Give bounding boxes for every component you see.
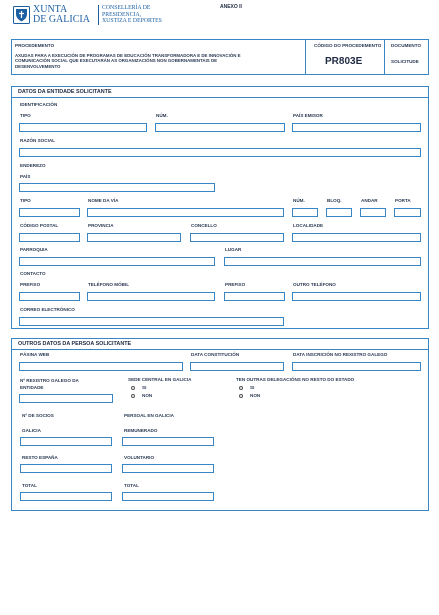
procedure-label: PROCEDEMENTO bbox=[15, 43, 55, 48]
provincia-field[interactable] bbox=[87, 233, 181, 242]
persoal-heading: PERSOAL EN GALICIA bbox=[124, 413, 174, 418]
document-label: DOCUMENTO bbox=[391, 43, 422, 48]
num-rexistro-label-line-2: ENTIDADE bbox=[20, 385, 44, 390]
persoal-voluntario-field[interactable] bbox=[122, 464, 214, 473]
prefixo-outro-label: PREFIXO bbox=[225, 282, 246, 287]
pais-emisor-label: PAÍS EMISOR bbox=[293, 113, 323, 118]
socios-resto-field[interactable] bbox=[20, 464, 112, 473]
sede-non-label: NON bbox=[142, 393, 153, 398]
procedure-title-line-3: DESENVOLVEMENTO bbox=[15, 63, 61, 69]
other-data-section-title: OUTROS DATOS DA PERSOA SOLICITANTE bbox=[18, 341, 132, 347]
localidade-field[interactable] bbox=[292, 233, 421, 242]
delegacions-non-label: NON bbox=[250, 393, 261, 398]
tipo-via-field[interactable] bbox=[19, 208, 80, 217]
porta-field[interactable] bbox=[394, 208, 421, 217]
paxina-web-label: PÁXINA WEB bbox=[20, 352, 50, 357]
andar-label: ANDAR bbox=[361, 198, 378, 203]
correo-field[interactable] bbox=[19, 317, 284, 326]
tipo-via-label: TIPO bbox=[20, 198, 31, 203]
andar-field[interactable] bbox=[360, 208, 386, 217]
telefono-mobil-field[interactable] bbox=[87, 292, 215, 301]
socios-resto-label: RESTO ESPAÑA bbox=[22, 455, 58, 460]
data-inscricion-label: DATA INSCRICIÓN NO REXISTRO GALEGO bbox=[293, 352, 388, 357]
razon-social-label: RAZÓN SOCIAL bbox=[20, 138, 55, 143]
pais-field[interactable] bbox=[19, 183, 215, 192]
num-socios-heading: Nº DE SOCIOS bbox=[22, 413, 54, 418]
num-rexistro-label-line-1: Nº REXISTRO GALEGO DA bbox=[20, 378, 79, 383]
codigo-postal-label: CÓDIGO POSTAL bbox=[20, 223, 59, 228]
num-via-label: NÚM. bbox=[293, 198, 305, 203]
bloq-field[interactable] bbox=[326, 208, 352, 217]
identificacion-heading: IDENTIFICACIÓN bbox=[20, 102, 58, 107]
entity-section-rule bbox=[11, 97, 429, 98]
num-label: NÚM. bbox=[156, 113, 168, 118]
outro-telefono-label: OUTRO TELÉFONO bbox=[293, 282, 336, 287]
socios-total-field[interactable] bbox=[20, 492, 112, 501]
dept-line-1: CONSELLERÍA DE bbox=[102, 5, 151, 11]
procedure-title-line-2: COMUNICACIÓN SOCIAL QUE EXECUTARÁN AS ORGANIZACIÓNS NON GOBERNAMENTAIS DE bbox=[15, 58, 218, 64]
delegacions-non-radio[interactable] bbox=[239, 394, 243, 398]
lugar-label: LUGAR bbox=[225, 247, 242, 252]
contacto-heading: CONTACTO bbox=[20, 271, 46, 276]
entity-section-title: DATOS DA ENTIDADE SOLICITANTE bbox=[18, 89, 112, 95]
tipo-label: TIPO bbox=[20, 113, 31, 118]
code-divider bbox=[384, 39, 385, 75]
delegacions-si-radio[interactable] bbox=[239, 386, 243, 390]
porta-label: PORTA bbox=[395, 198, 411, 203]
outro-telefono-field[interactable] bbox=[292, 292, 421, 301]
sede-central-label: SEDE CENTRAL EN GALICIA bbox=[128, 377, 192, 382]
provincia-label: PROVINCIA bbox=[88, 223, 114, 228]
persoal-remunerado-field[interactable] bbox=[122, 437, 214, 446]
xunta-shield-icon bbox=[13, 6, 30, 24]
procedure-code: PR803E bbox=[325, 56, 363, 67]
concello-field[interactable] bbox=[190, 233, 284, 242]
procedure-code-label: CÓDIGO DO PROCEDEMENTO bbox=[314, 43, 382, 48]
delegacions-si-label: SI bbox=[250, 385, 255, 390]
enderezo-heading: ENDEREZO bbox=[20, 163, 46, 168]
dept-line-3: XUSTIZA E DEPORTES bbox=[102, 18, 162, 25]
sede-si-label: SI bbox=[142, 385, 147, 390]
prefixo-mobil-field[interactable] bbox=[19, 292, 80, 301]
parroquia-label: PARROQUIA bbox=[20, 247, 48, 252]
sede-si-radio[interactable] bbox=[131, 386, 135, 390]
nome-via-field[interactable] bbox=[87, 208, 284, 217]
parroquia-field[interactable] bbox=[19, 257, 215, 266]
logo-divider bbox=[98, 5, 99, 25]
nome-via-label: NOME DA VÍA bbox=[88, 198, 119, 203]
department bbox=[102, 5, 162, 25]
codigo-postal-field[interactable] bbox=[19, 233, 80, 242]
lugar-field[interactable] bbox=[224, 257, 421, 266]
tipo-field[interactable] bbox=[19, 123, 147, 132]
prefixo-mobil-label: PREFIXO bbox=[20, 282, 41, 287]
socios-galicia-label: GALICIA bbox=[22, 428, 41, 433]
logo-line-1: XUNTA bbox=[33, 4, 68, 15]
razon-social-field[interactable] bbox=[19, 148, 421, 157]
num-field[interactable] bbox=[155, 123, 285, 132]
localidade-label: LOCALIDADE bbox=[293, 223, 324, 228]
paxina-web-field[interactable] bbox=[19, 362, 183, 371]
data-inscricion-field[interactable] bbox=[292, 362, 421, 371]
num-rexistro-label bbox=[20, 377, 79, 391]
dept-line-2: PRESIDENCIA, bbox=[102, 11, 142, 18]
outras-delegacions-label: TEN OUTRAS DELEGACIÓNS NO RESTO DO ESTADO bbox=[236, 377, 355, 382]
telefono-mobil-label: TELÉFONO MÓBIL bbox=[88, 282, 130, 287]
logo-line-2: DE GALICIA bbox=[33, 14, 90, 25]
socios-galicia-field[interactable] bbox=[20, 437, 112, 446]
other-data-section-rule bbox=[11, 349, 429, 350]
pais-label: PAÍS bbox=[20, 174, 31, 179]
data-constitucion-label: DATA CONSTITUCIÓN bbox=[191, 352, 240, 357]
procedure-divider bbox=[305, 39, 306, 75]
num-rexistro-field[interactable] bbox=[19, 394, 113, 403]
concello-label: CONCELLO bbox=[191, 223, 217, 228]
prefixo-outro-field[interactable] bbox=[224, 292, 285, 301]
persoal-remunerado-label: REMUNERADO bbox=[124, 428, 158, 433]
procedure-title bbox=[15, 53, 241, 69]
socios-total-label: TOTAL bbox=[22, 483, 37, 488]
data-constitucion-field[interactable] bbox=[190, 362, 284, 371]
bloq-label: BLOQ. bbox=[327, 198, 342, 203]
correo-label: CORREO ELECTRÓNICO bbox=[20, 307, 75, 312]
procedure-title-line-1: AXUDAS PARA A EXECUCIÓN DE PROGRAMAS DE EDUCACIÓN TRANSFORMADORA E DE INNOVACIÓN E bbox=[15, 53, 241, 58]
pais-emisor-field[interactable] bbox=[292, 123, 421, 132]
sede-non-radio[interactable] bbox=[131, 394, 135, 398]
annex-label: ANEXO II bbox=[220, 4, 242, 10]
persoal-total-label: TOTAL bbox=[124, 483, 139, 488]
document-value: SOLICITUDE bbox=[391, 59, 419, 64]
num-via-field[interactable] bbox=[292, 208, 318, 217]
persoal-total-field[interactable] bbox=[122, 492, 214, 501]
persoal-voluntario-label: VOLUNTARIO bbox=[124, 455, 155, 460]
